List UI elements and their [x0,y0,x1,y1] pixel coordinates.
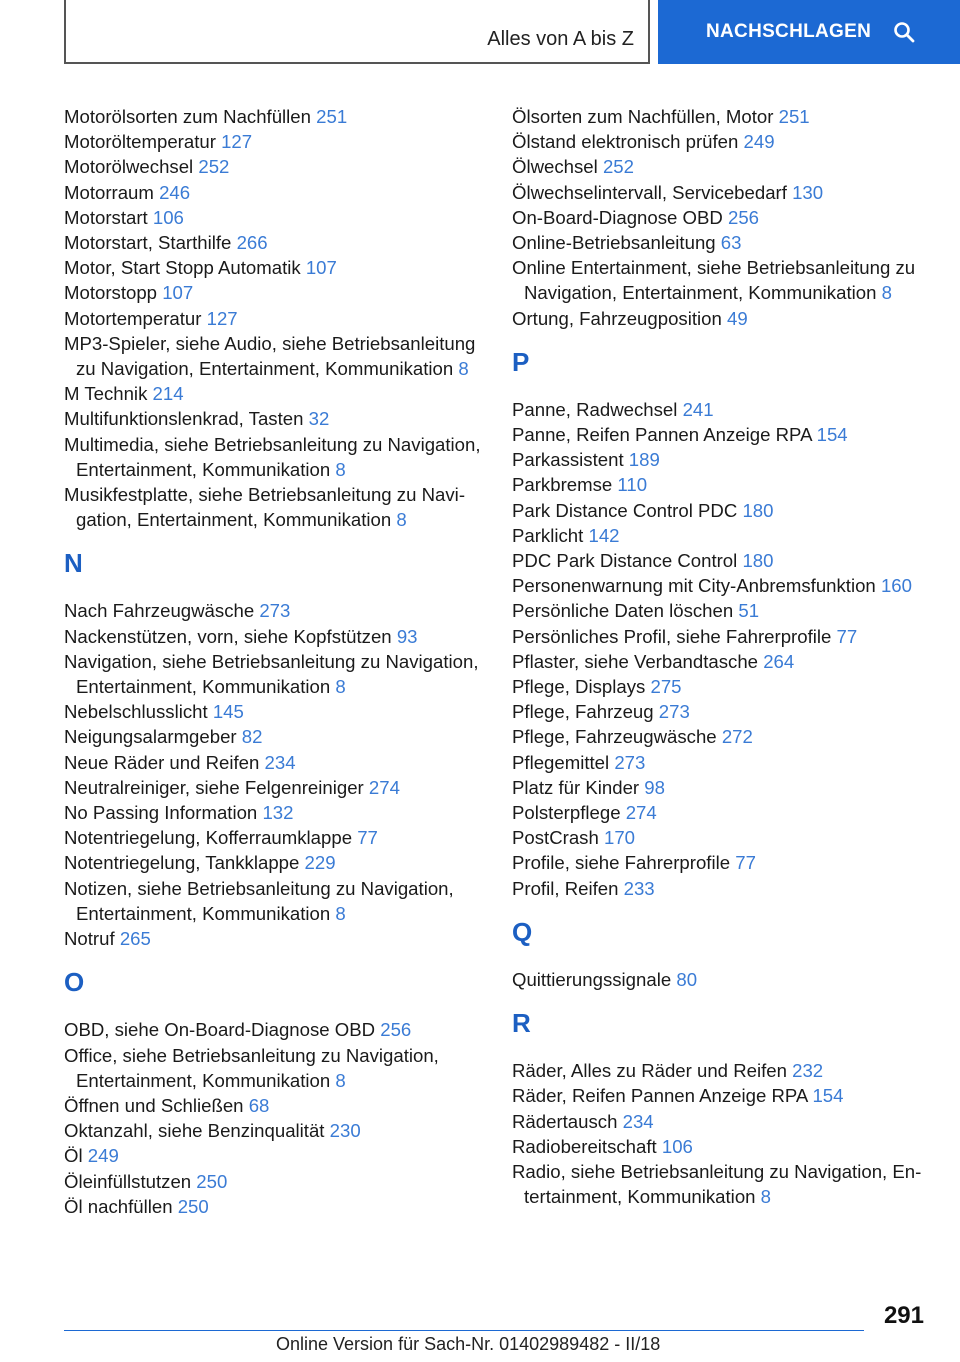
index-entry-text: Navigation, siehe Betriebsanleitung zu Navigation, Entertainment, Kommunikation [64,650,479,698]
page-reference-link[interactable]: 8 [335,902,346,924]
index-entry-text: Persönliches Profil, siehe Fahrerprofile [512,625,832,647]
page-reference-link[interactable]: 273 [614,751,646,773]
page-reference-link[interactable]: 160 [880,575,912,597]
index-entry [64,624,484,649]
index-entry-text: Öl [64,1145,83,1167]
index-entry-text: Motor, Start Stopp Automatik [64,257,301,279]
index-entry [512,750,932,775]
index-entry [64,154,484,179]
page-reference-link[interactable]: 264 [763,650,795,672]
index-entry-text: Park Distance Control PDC [512,499,738,521]
index-entry [64,926,484,951]
page-reference-link[interactable]: 249 [87,1145,119,1167]
index-entry [64,129,484,154]
index-entry-text: Motorstart, Starthilfe [64,232,232,254]
page-reference-link[interactable]: 8 [458,358,469,380]
page-reference-link[interactable]: 77 [735,852,756,874]
index-entry-text: Räder, Alles zu Räder und Reifen [512,1060,787,1082]
index-entry [64,406,484,431]
index-entry [512,573,932,598]
page-reference-link[interactable]: 256 [380,1019,412,1041]
index-entry-text: Office, siehe Betriebsanleitung zu Navigation, Entertainment, Kommunikation [64,1044,439,1091]
index-entry-text: PDC Park Distance Control [512,550,738,572]
index-entry [64,800,484,825]
footer-edition: Online Version für Sach-Nr. 01402989482 - II/18 [276,1334,661,1354]
index-entry [64,598,484,623]
index-entry-text: Persönliche Daten löschen [512,600,734,622]
index-entry [512,674,932,699]
index-entry [64,699,484,724]
index-entry [64,1194,484,1219]
page-reference-link[interactable]: 274 [625,802,657,824]
index-entry [512,230,932,255]
index-entry-text: On-Board-Diagnose OBD [512,206,723,228]
index-entry [512,699,932,724]
index-entry-text: OBD, siehe On-Board-Diagnose OBD [64,1019,376,1041]
index-entry-text: Öffnen und Schließen [64,1094,244,1116]
page-reference-link[interactable]: 265 [119,928,151,950]
page-reference-link[interactable]: 8 [335,458,346,480]
page-reference-link[interactable]: 232 [792,1060,824,1082]
index-entry [512,1159,932,1209]
index-entry-text: Motoröltemperatur [64,131,216,153]
page-reference-link[interactable]: 8 [335,1069,346,1091]
page-reference-link[interactable]: 234 [622,1110,654,1132]
index-entry [512,1083,932,1108]
page-reference-link[interactable]: 229 [304,852,336,874]
nachschlagen-button[interactable] [658,0,960,64]
page-reference-link[interactable]: 107 [162,282,194,304]
page-reference-link[interactable]: 68 [248,1094,270,1116]
index-entry [64,306,484,331]
index-entry-text: Ortung, Fahrzeugposition [512,307,722,329]
index-entry-text: Parkbremse [512,474,613,496]
page-reference-link[interactable]: 214 [152,383,184,405]
index-letter-heading: O [64,967,85,998]
index-entry-text: Nackenstützen, vorn, siehe Kopfstützen [64,625,392,647]
index-entry-text: Motorstopp [64,282,158,304]
page-reference-link[interactable]: 145 [212,701,244,723]
page-reference-link[interactable]: 107 [305,257,337,279]
index-entry-text: Nebelschlusslicht [64,701,208,723]
index-entry-text: Ölstand elektronisch prüfen [512,131,739,153]
index-entry-text: Motortemperatur [64,307,202,329]
index-entry-text: M Technik [64,383,148,405]
index-entry-text: Profile, siehe Fahrerprofile [512,852,731,874]
index-entry-text: Motorraum [64,181,154,203]
index-entry [512,255,932,305]
index-entry-text: Parkassistent [512,449,624,471]
page-reference-link[interactable]: 241 [682,398,714,420]
index-entry-text: Neutralreiniger, siehe Felgenreiniger [64,776,364,798]
index-entry-text: Pflege, Fahrzeugwäsche [512,726,717,748]
index-entry [64,205,484,230]
index-entry-text: Online Entertainment, siehe Betriebsanleitung zu Navigation, Entertainment, Kommunikation [512,257,916,304]
page-reference-link[interactable]: 275 [650,676,682,698]
page-reference-link[interactable]: 82 [241,726,263,748]
index-entry [512,104,932,129]
page-reference-link[interactable]: 51 [738,600,760,622]
index-entry-text: Panne, Reifen Pannen Anzeige RPA [512,424,812,446]
index-column-left [64,104,484,1219]
page-reference-link[interactable]: 63 [720,232,742,254]
index-entry [512,876,932,901]
index-entry [64,876,484,926]
index-entry-text: Notentriegelung, Kofferraumklappe [64,827,353,849]
index-entry-text: Räder, Reifen Pannen Anzeige RPA [512,1085,808,1107]
page-reference-link[interactable]: 252 [602,156,634,178]
nachschlagen-label: NACHSCHLAGEN [706,21,872,42]
index-entry-text: Multimedia, siehe Betriebsanleitung zu Navigation, Entertainment, Kommunikation [64,433,481,480]
page-reference-link[interactable]: 249 [743,131,775,153]
index-entry-text: Ölwechselintervall, Servicebedarf [512,181,787,203]
index-entry [64,255,484,280]
index-entry [64,331,484,381]
page-reference-link[interactable]: 272 [721,726,753,748]
index-column-right [512,104,932,1209]
index-entry-text: Motorstart [64,206,148,228]
page-reference-link[interactable]: 250 [196,1170,228,1192]
page-reference-link[interactable]: 106 [152,206,184,228]
index-letter-heading: P [512,346,530,377]
index-entry-text: Panne, Radwechsel [512,398,678,420]
index-entry-text: Motorölwechsel [64,156,194,178]
index-entry-text: Radio, siehe Betriebsanleitung zu Navigation, Entertainment, Kommunikation [512,1160,922,1208]
index-entry-text: Radiobereitschaft [512,1135,657,1157]
index-entry [512,724,932,749]
index-entry [64,750,484,775]
page-reference-link[interactable]: 106 [661,1135,693,1157]
index-entry [64,1118,484,1143]
page-reference-link[interactable]: 273 [658,701,690,723]
index-letter-heading: R [512,1008,531,1039]
page-reference-link[interactable]: 77 [357,827,378,849]
index-entry [64,649,484,699]
index-entry [512,800,932,825]
page-reference-link[interactable]: 130 [792,181,824,203]
index-entry-text: Pflege, Displays [512,676,646,698]
index-entry-text: Neue Räder und Reifen [64,751,260,773]
section-title: Alles von A bis Z [487,28,634,50]
index-entry-text: Ölsorten zum Nachfüllen, Motor [512,106,774,127]
page-reference-link[interactable]: 251 [316,106,348,127]
index-entry [512,1058,932,1083]
index-entry [512,775,932,800]
page-reference-link[interactable]: 8 [396,509,407,531]
index-entry [512,498,932,523]
index-entry-text: PostCrash [512,827,599,849]
index-entry [512,967,932,992]
index-entry [512,205,932,230]
index-entry-text: Pflege, Fahrzeug [512,701,654,723]
page-reference-link[interactable]: 127 [221,131,253,153]
index-entry [64,1169,484,1194]
index-entry [64,1093,484,1118]
index-entry [512,548,932,573]
index-entry [512,422,932,447]
page-reference-link[interactable]: 93 [396,625,418,647]
index-entry [512,472,932,497]
index-entry-text: No Passing Information [64,802,258,824]
page-reference-link[interactable]: 252 [198,156,230,178]
index-entry-text: Neigungsalarmgeber [64,726,237,748]
index-entry-text: Notentriegelung, Tankklappe [64,852,300,874]
index-entry [64,825,484,850]
index-entry-text: Musikfestplatte, siehe Betriebsanleitung zu Navigation, Entertainment, Kommunikation [64,484,466,531]
page-reference-link[interactable]: 154 [812,1085,844,1107]
index-letter-heading: N [64,548,83,579]
page-reference-link[interactable]: 250 [177,1195,209,1217]
index-entry-text: MP3-Spieler, siehe Audio, siehe Betriebsanleitung zu Navigation, Entertainment, Kommunikation [64,332,476,380]
page-number: 291 [883,1302,924,1329]
page-reference-link[interactable]: 180 [742,550,774,572]
page-reference-link[interactable]: 49 [727,307,748,329]
page-reference-link[interactable]: 127 [206,307,238,329]
index-entry [64,381,484,406]
index-entry [64,1017,484,1042]
header-title-box [64,0,650,64]
page-reference-link[interactable]: 8 [881,282,892,304]
index-entry-text: Quittierungssignale [512,968,672,990]
page-reference-link[interactable]: 273 [259,600,291,622]
index-entry-text: Pflegemittel [512,751,610,773]
page-reference-link[interactable]: 110 [617,474,648,496]
index-entry-text: Personenwarnung mit City-Anbremsfunktion [512,575,876,597]
index-entry [512,850,932,875]
index-entry [512,447,932,472]
page-reference-link[interactable]: 180 [742,499,774,521]
index-entry [512,624,932,649]
index-entry [64,850,484,875]
index-entry-text: Oktanzahl, siehe Benzinqualität [64,1120,325,1142]
footer-divider [64,1330,864,1331]
page-reference-link[interactable]: 233 [623,877,655,899]
index-entry [64,180,484,205]
search-icon [893,21,915,43]
page-reference-link[interactable]: 8 [760,1186,772,1208]
index-entry [64,1043,484,1093]
index-entry [64,104,484,129]
index-entry-text: Pflaster, siehe Verbandtasche [512,650,759,672]
index-entry [512,129,932,154]
index-entry [64,432,484,482]
index-entry-text: Motorölsorten zum Nachfüllen [64,106,311,127]
index-entry [512,649,932,674]
page-reference-link[interactable]: 246 [159,181,191,203]
index-entry [512,1134,932,1159]
page-reference-link[interactable]: 251 [778,106,810,127]
index-entry-text: Ölwechsel [512,156,598,178]
index-entry [64,230,484,255]
index-entry-text: Notruf [64,928,115,950]
page-reference-link[interactable]: 230 [329,1120,361,1142]
index-entry-text: Rädertausch [512,1110,618,1132]
index-entry [64,482,484,532]
index-entry-text: Nach Fahrzeugwäsche [64,600,255,622]
page-reference-link[interactable]: 77 [836,625,858,647]
index-entry [512,397,932,422]
page-reference-link[interactable]: 154 [816,424,848,446]
index-entry [64,724,484,749]
index-entry [64,775,484,800]
page-reference-link[interactable]: 266 [236,232,268,254]
index-entry-text: Öleinfüllstutzen [64,1170,192,1192]
index-entry-text: Parklicht [512,524,584,546]
index-entry [512,180,932,205]
page-reference-link[interactable]: 32 [308,408,330,430]
page-reference-link[interactable]: 80 [676,968,698,990]
index-entry [512,1109,932,1134]
index-entry-text: Profil, Reifen [512,877,619,899]
page-reference-link[interactable]: 98 [644,776,665,798]
index-entry [512,154,932,179]
index-entry-text: Multifunktionslenkrad, Tasten [64,408,304,430]
index-entry [64,1143,484,1168]
index-entry-text: Online-Betriebsanleitung [512,232,716,254]
page-reference-link[interactable]: 274 [368,776,400,798]
index-entry [512,523,932,548]
index-letter-heading: Q [512,916,533,947]
index-entry-text: Notizen, siehe Betriebsanleitung zu Navigation, Entertainment, Kommunikation [64,877,454,924]
page-reference-link[interactable]: 8 [335,676,346,698]
page-reference-link[interactable]: 256 [728,206,760,228]
index-entry [512,825,932,850]
page-reference-link[interactable]: 142 [588,524,620,546]
page-reference-link[interactable]: 132 [262,802,294,824]
index-entry-text: Platz für Kinder [512,776,640,798]
index-entry [512,598,932,623]
index-entry [64,280,484,305]
index-entry-text: Polsterpflege [512,802,621,824]
index-entry [512,306,932,331]
page-reference-link[interactable]: 189 [628,449,660,471]
page-reference-link[interactable]: 234 [264,751,296,773]
page-reference-link[interactable]: 170 [603,827,636,849]
index-entry-text: Öl nachfüllen [64,1195,173,1217]
